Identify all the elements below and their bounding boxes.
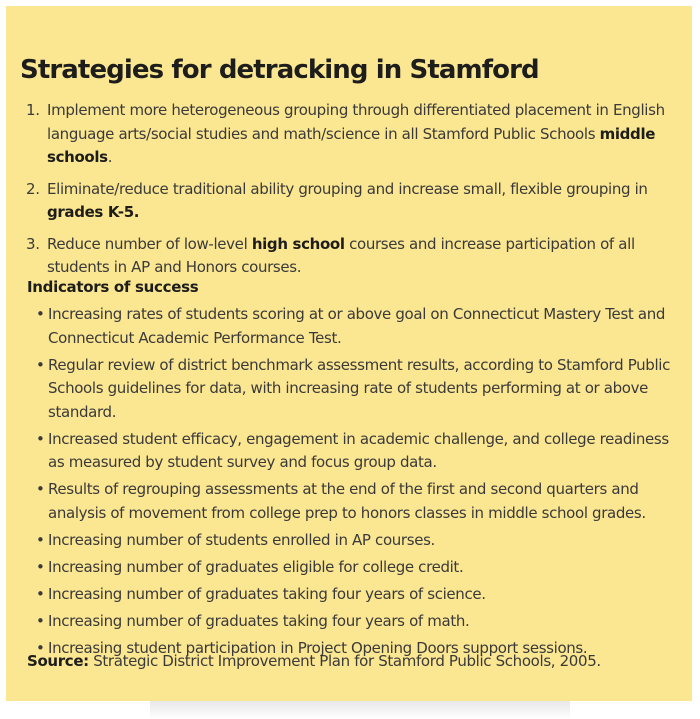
indicator-item xyxy=(36,610,680,634)
indicator-text: Increasing rates of students scoring at or above goal on Connecticut Mastery Test and Connecticut Academic Performance Test. xyxy=(48,305,666,347)
indicator-text: Regular review of district benchmark assessment results, according to Stamford Public Schools guidelines for data, with increasing rate of students performing at or above standard. xyxy=(48,355,670,421)
indicator-text: Increasing student participation in Project Opening Doors support sessions. xyxy=(48,638,588,657)
bullet-icon: • xyxy=(36,557,45,576)
indicator-item xyxy=(36,354,680,425)
bullet-icon: • xyxy=(36,480,45,498)
panel-title: Strategies for detracking in Stamford xyxy=(20,55,539,85)
strategy-item xyxy=(26,233,682,280)
bullet-icon: • xyxy=(36,584,45,603)
bullet-icon: • xyxy=(36,638,45,657)
indicator-text: Increasing number of graduates taking four years of math. xyxy=(48,611,470,630)
bullet-icon: • xyxy=(36,305,45,323)
strategy-number: 1. xyxy=(26,101,40,119)
strategy-text-end: . xyxy=(107,148,113,166)
indicator-item xyxy=(36,478,680,525)
strategy-emphasis: middle schools xyxy=(47,124,656,166)
indicator-text: Increased student efficacy, engagement in academic challenge, and college readiness as measured by student survey and focus group data. xyxy=(48,429,669,471)
indicator-item xyxy=(36,529,680,553)
indicators-heading: Indicators of success xyxy=(27,278,199,296)
strategy-text-end: courses and increase participation of all students in AP and Honors courses. xyxy=(47,234,635,276)
indicator-text: Increasing number of students enrolled in AP courses. xyxy=(48,530,435,549)
bullet-icon: • xyxy=(36,530,45,549)
source-citation xyxy=(27,650,667,674)
strategy-number: 3. xyxy=(26,234,40,253)
bullet-icon: • xyxy=(36,429,45,448)
indicator-item xyxy=(36,583,680,607)
indicator-text: Increasing number of graduates eligible for college credit. xyxy=(48,557,464,576)
strategies-list xyxy=(26,99,682,288)
indicator-item xyxy=(36,428,680,475)
strategy-number: 2. xyxy=(26,179,40,198)
indicators-list xyxy=(36,303,680,664)
indicator-item xyxy=(36,303,680,350)
strategy-text: Reduce number of low-level xyxy=(47,234,252,253)
bullet-icon: • xyxy=(36,355,45,374)
indicator-text: Increasing number of graduates taking four years of science. xyxy=(48,584,486,603)
page-shadow xyxy=(150,700,570,719)
bullet-icon: • xyxy=(36,611,45,630)
strategy-item xyxy=(26,99,682,170)
source-label: Source: xyxy=(27,652,89,670)
sidebar-panel xyxy=(6,6,692,701)
strategy-item xyxy=(26,178,682,225)
strategy-emphasis: grades K-5. xyxy=(47,203,140,221)
indicator-text: Results of regrouping assessments at the end of the first and second quarters and analysis of movement from college prep to honors classes in middle school grades. xyxy=(48,480,646,522)
source-text: Strategic District Improvement Plan for Stamford Public Schools, 2005. xyxy=(88,652,601,670)
strategy-text: Eliminate/reduce traditional ability grouping and increase small, flexible grouping in xyxy=(47,179,648,198)
indicator-item xyxy=(36,556,680,580)
strategy-text: Implement more heterogeneous grouping through differentiated placement in English language arts/social studies and math/science in all Stamford Public Schools xyxy=(47,101,665,143)
strategy-emphasis: high school xyxy=(251,234,345,253)
